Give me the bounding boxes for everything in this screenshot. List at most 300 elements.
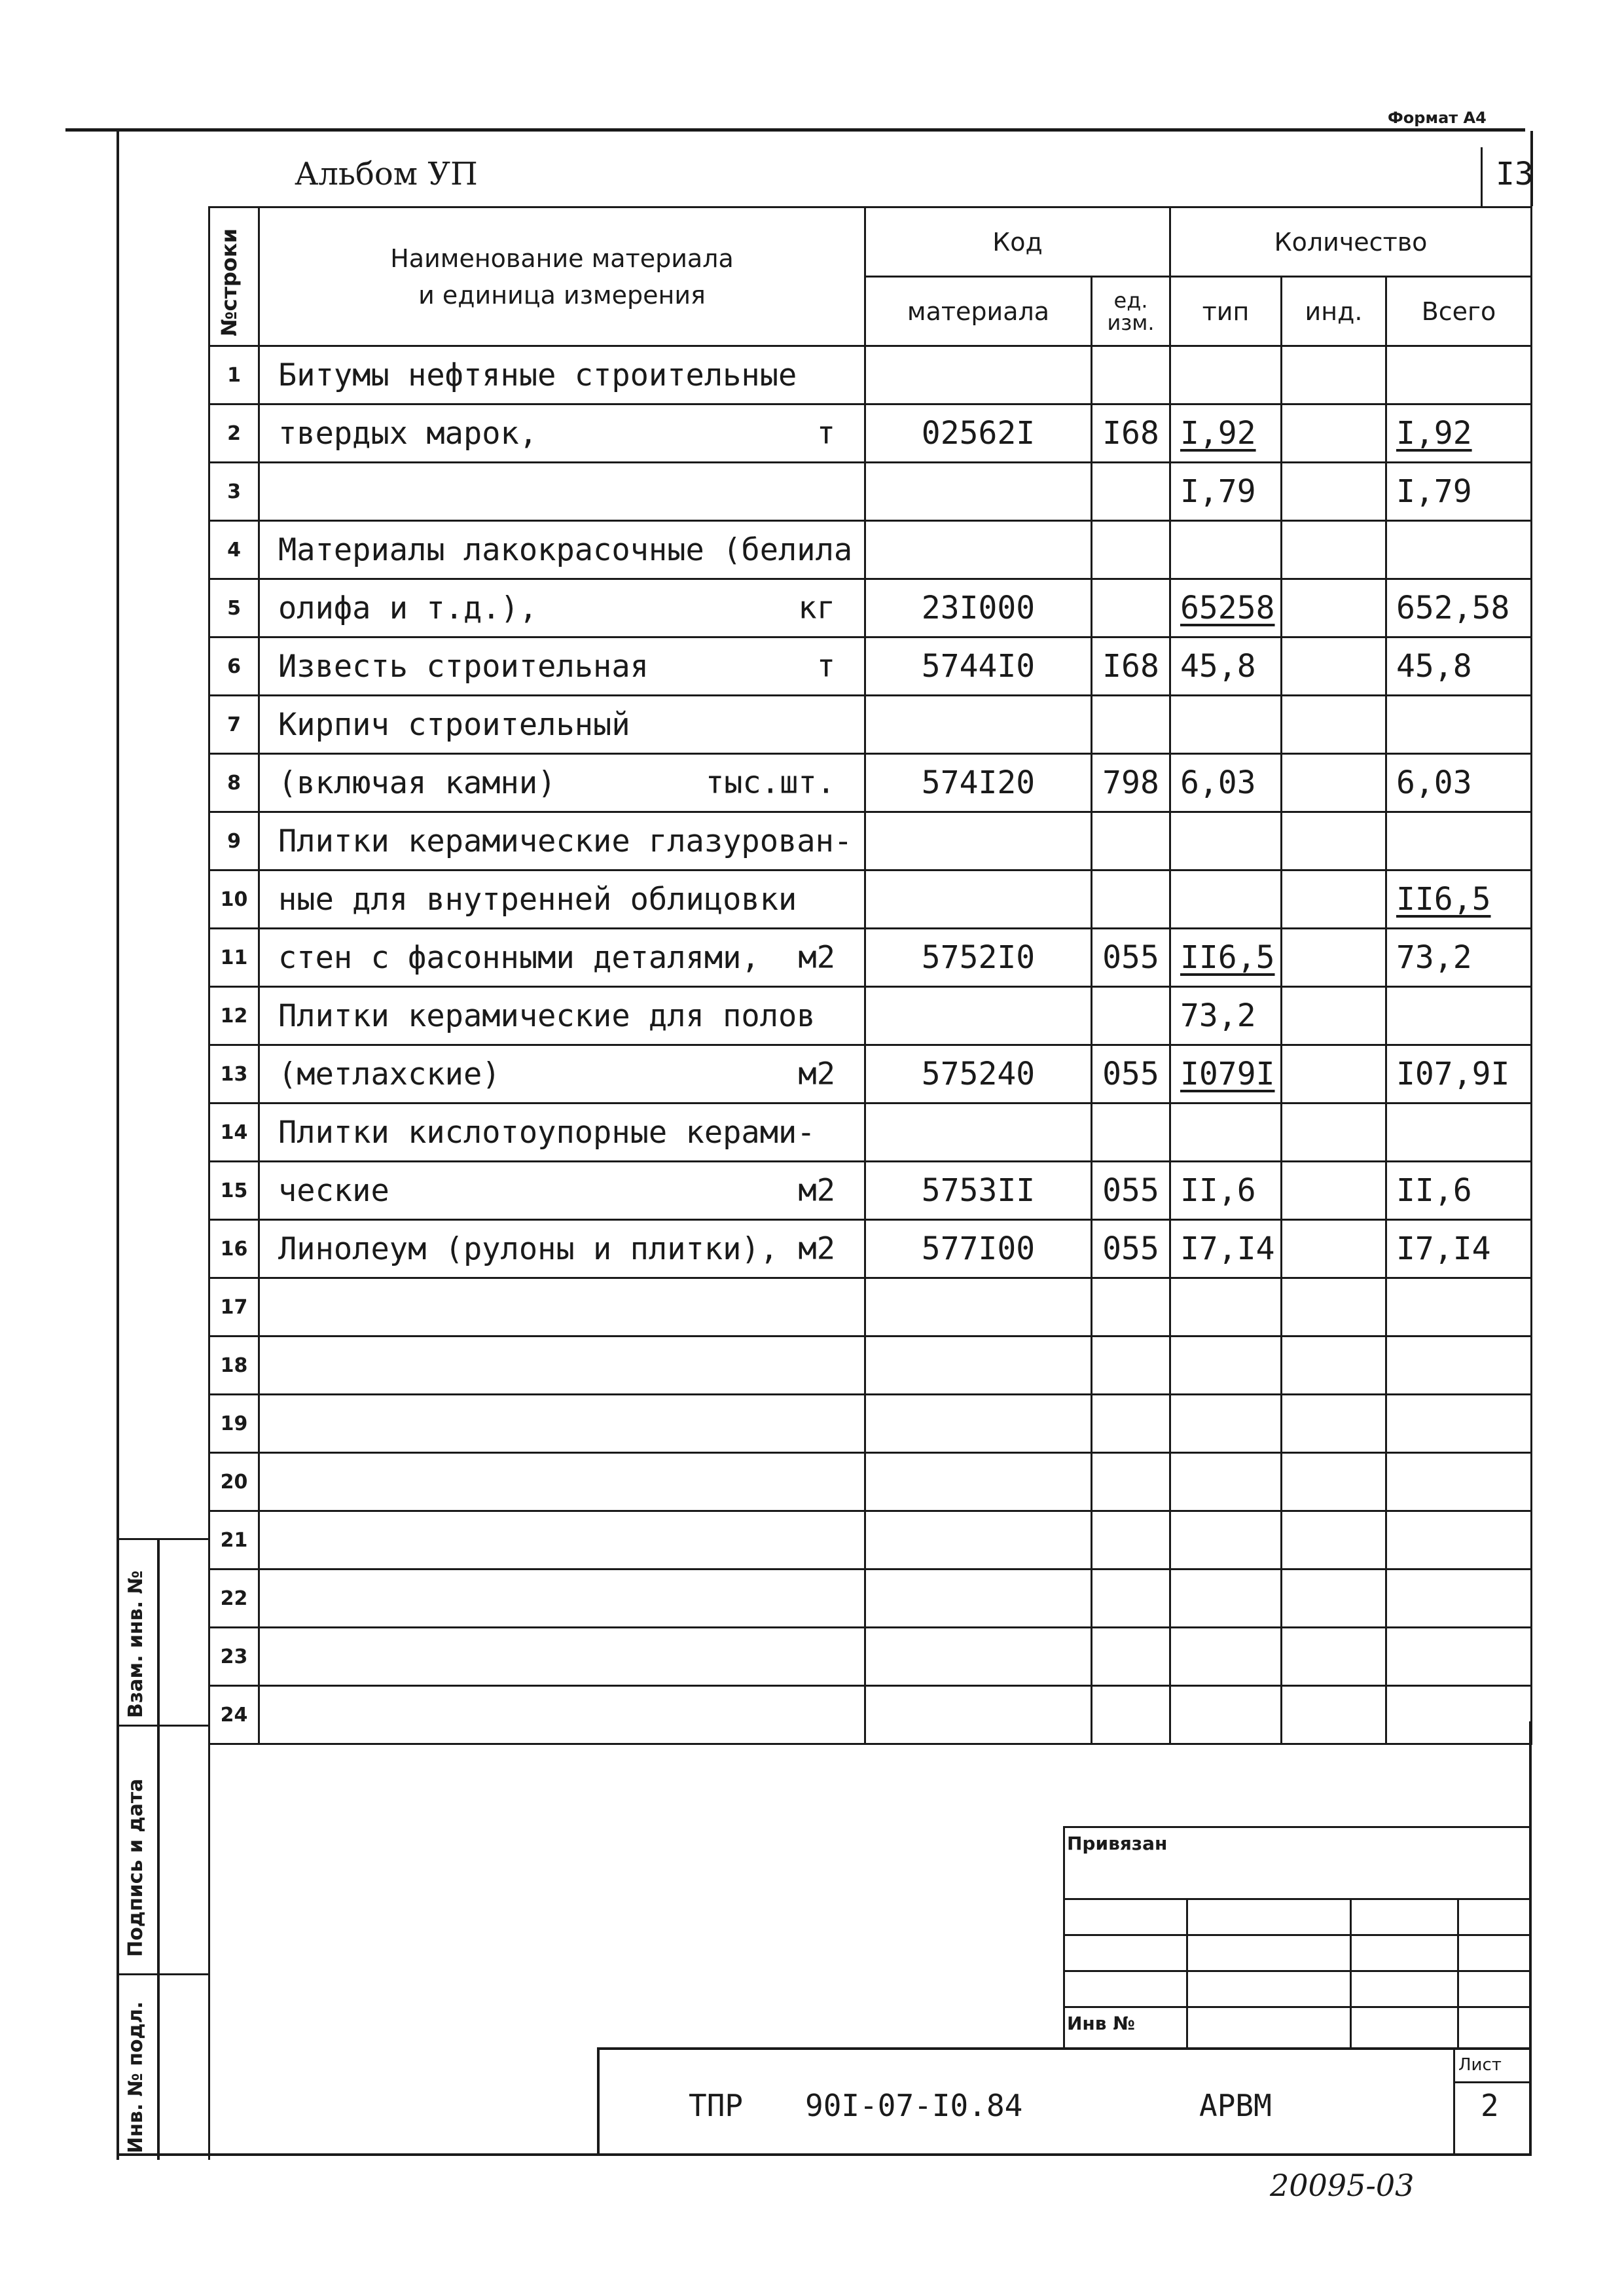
qty-type-value: I,92 — [1180, 415, 1256, 452]
material-code-value: 23I000 — [921, 590, 1036, 626]
doc-mark: АРВМ — [1199, 2088, 1272, 2123]
unit-code — [1092, 1162, 1170, 1220]
privyazan-col-1 — [1186, 1898, 1188, 2049]
qty-ind-header: инд. — [1282, 277, 1386, 346]
unit-code — [1092, 754, 1170, 812]
unit-code — [1092, 1103, 1170, 1162]
handwritten-number: 20095-03 — [1270, 2168, 1415, 2203]
unit-code — [1092, 579, 1170, 637]
sheet-number: 2 — [1481, 2088, 1499, 2123]
qty-ind — [1282, 404, 1386, 463]
privyazan-row-1 — [1063, 1898, 1529, 1900]
qty-total-value: I7,I4 — [1396, 1230, 1491, 1267]
material-name-cell — [259, 463, 865, 521]
row-number: 20 — [209, 1453, 259, 1511]
qty-total — [1386, 754, 1532, 812]
qty-type — [1170, 1453, 1282, 1511]
table-row — [209, 812, 1532, 870]
qty-total-value: II6,5 — [1396, 881, 1491, 918]
material-name-cell — [259, 1336, 865, 1395]
unit-code — [1092, 1511, 1170, 1570]
qty-type — [1170, 812, 1282, 870]
qty-ind — [1282, 1395, 1386, 1453]
material-code — [865, 1278, 1092, 1336]
unit-code — [1092, 1045, 1170, 1103]
qty-type — [1170, 1162, 1282, 1220]
material-code — [865, 404, 1092, 463]
privyazan-top — [1063, 1826, 1529, 1828]
qty-type — [1170, 404, 1282, 463]
table-row — [209, 1511, 1532, 1570]
qty-total — [1386, 1103, 1532, 1162]
material-code — [865, 870, 1092, 929]
qty-ind — [1282, 929, 1386, 987]
qty-total — [1386, 1511, 1532, 1570]
qty-ind — [1282, 1628, 1386, 1686]
qty-ind — [1282, 1220, 1386, 1278]
qty-total — [1386, 579, 1532, 637]
material-name-cell — [259, 579, 865, 637]
table-row — [209, 696, 1532, 754]
qty-ind — [1282, 463, 1386, 521]
qty-type — [1170, 1045, 1282, 1103]
qty-total — [1386, 346, 1532, 404]
unit-code — [1092, 1336, 1170, 1395]
qty-type — [1170, 1336, 1282, 1395]
table-row — [209, 1395, 1532, 1453]
qty-total-value: II,6 — [1396, 1172, 1472, 1209]
row-number: 11 — [209, 929, 259, 987]
material-code — [865, 1336, 1092, 1395]
table-row — [209, 1103, 1532, 1162]
material-name-cell — [259, 1570, 865, 1628]
qty-ind — [1282, 987, 1386, 1045]
qty-type — [1170, 521, 1282, 579]
material-code — [865, 987, 1092, 1045]
qty-type-value: II,6 — [1180, 1172, 1256, 1209]
material-code-value: 5744I0 — [921, 648, 1036, 685]
side-vzam-label: Взам. инв. № — [124, 1570, 147, 1718]
qty-total — [1386, 521, 1532, 579]
qty-ind — [1282, 521, 1386, 579]
material-name: (включая камни) — [278, 764, 556, 801]
material-name-cell — [259, 346, 865, 404]
material-code-value: 02562I — [921, 415, 1036, 452]
row-number: 8 — [209, 754, 259, 812]
row-number: 4 — [209, 521, 259, 579]
unit-code-value: I68 — [1102, 648, 1159, 685]
qty-ind — [1282, 1162, 1386, 1220]
unit-code — [1092, 521, 1170, 579]
qty-total-value: 652,58 — [1396, 590, 1510, 626]
unit-code-value: 055 — [1102, 939, 1159, 976]
qty-type — [1170, 1395, 1282, 1453]
row-number: 13 — [209, 1045, 259, 1103]
material-name: Материалы лакокрасочные (белила — [278, 531, 853, 568]
code-unit-header: ед. изм. — [1092, 277, 1170, 346]
qty-ind — [1282, 346, 1386, 404]
qty-type-value: I7,I4 — [1180, 1230, 1275, 1267]
material-name-cell — [259, 637, 865, 696]
material-name: стен с фасонными деталями, — [278, 939, 760, 976]
qty-total — [1386, 463, 1532, 521]
table-row — [209, 1045, 1532, 1103]
sheet-box-divider — [1453, 2081, 1530, 2083]
row-number: 3 — [209, 463, 259, 521]
qty-type — [1170, 637, 1282, 696]
row-number: 1 — [209, 346, 259, 404]
material-name-cell — [259, 1045, 865, 1103]
privyazan-col-2 — [1350, 1898, 1352, 2049]
sheet-box-left — [1453, 2047, 1455, 2155]
row-no-header-label: №строки — [217, 228, 242, 336]
qty-type-value: 65258 — [1180, 590, 1275, 626]
table-row — [209, 870, 1532, 929]
qty-type — [1170, 1686, 1282, 1744]
table-row — [209, 1453, 1532, 1511]
material-name: ческие — [278, 1172, 389, 1209]
page-no-divider — [1481, 147, 1483, 206]
material-name: ные для внутренней облицовки — [278, 881, 797, 918]
qty-ind — [1282, 812, 1386, 870]
table-row — [209, 987, 1532, 1045]
qty-total — [1386, 1278, 1532, 1336]
material-name-cell — [259, 1395, 865, 1453]
material-code — [865, 1570, 1092, 1628]
qty-ind — [1282, 1103, 1386, 1162]
unit-code — [1092, 1278, 1170, 1336]
qty-ind — [1282, 1045, 1386, 1103]
qty-type — [1170, 696, 1282, 754]
qty-type-value: 6,03 — [1180, 764, 1256, 801]
side-podpis-label: Подпись и дата — [124, 1778, 147, 1957]
qty-type-header: тип — [1170, 277, 1282, 346]
qty-type-value: 45,8 — [1180, 648, 1256, 685]
row-number: 21 — [209, 1511, 259, 1570]
material-name-cell — [259, 870, 865, 929]
doc-code: 90I-07-I0.84 — [805, 2088, 1023, 2123]
side-line-outer — [117, 1538, 119, 2160]
qty-ind — [1282, 696, 1386, 754]
row-number: 6 — [209, 637, 259, 696]
material-name: Плитки кислотоупорные керами- — [278, 1114, 816, 1151]
material-code — [865, 1511, 1092, 1570]
unit-code — [1092, 1453, 1170, 1511]
privyazan-row-4 — [1063, 2006, 1529, 2008]
side-line-inner — [157, 1538, 160, 2160]
privyazan-label: Привязан — [1067, 1833, 1168, 1854]
qty-ind — [1282, 1336, 1386, 1395]
row-number: 17 — [209, 1278, 259, 1336]
qty-total — [1386, 637, 1532, 696]
qty-ind — [1282, 870, 1386, 929]
table-row — [209, 579, 1532, 637]
material-name: (метлахские) — [278, 1056, 501, 1092]
material-unit: м2 — [798, 1172, 835, 1209]
list-label: Лист — [1458, 2055, 1502, 2075]
unit-code — [1092, 929, 1170, 987]
qty-type — [1170, 1628, 1282, 1686]
material-code — [865, 929, 1092, 987]
qty-total — [1386, 404, 1532, 463]
table-row — [209, 346, 1532, 404]
material-code — [865, 521, 1092, 579]
title-block-top — [597, 2047, 1530, 2050]
table-row — [209, 637, 1532, 696]
qty-type — [1170, 929, 1282, 987]
qty-type — [1170, 1220, 1282, 1278]
material-code — [865, 812, 1092, 870]
unit-code-value: 055 — [1102, 1230, 1159, 1267]
qty-total — [1386, 1045, 1532, 1103]
qty-type-value: I,79 — [1180, 473, 1256, 510]
table-row — [209, 1220, 1532, 1278]
qty-type — [1170, 346, 1282, 404]
privyazan-row-2 — [1063, 1934, 1529, 1936]
qty-ind — [1282, 1686, 1386, 1744]
material-code — [865, 1162, 1092, 1220]
row-number: 23 — [209, 1628, 259, 1686]
material-code-value: 577I00 — [921, 1230, 1036, 1267]
side-inv-podl-label: Инв. № подл. — [124, 2001, 147, 2153]
qty-total — [1386, 870, 1532, 929]
qty-total — [1386, 1220, 1532, 1278]
row-number: 24 — [209, 1686, 259, 1744]
material-name-cell — [259, 404, 865, 463]
unit-code — [1092, 1628, 1170, 1686]
qty-total-value: 6,03 — [1396, 764, 1472, 801]
row-number: 5 — [209, 579, 259, 637]
code-header: Код — [865, 207, 1170, 277]
material-name-cell — [259, 696, 865, 754]
qty-total — [1386, 1628, 1532, 1686]
row-number: 16 — [209, 1220, 259, 1278]
unit-code-value: 055 — [1102, 1172, 1159, 1209]
material-code — [865, 1686, 1092, 1744]
material-code — [865, 1220, 1092, 1278]
material-name-cell — [259, 1220, 865, 1278]
qty-ind — [1282, 1570, 1386, 1628]
row-no-header — [209, 207, 259, 346]
table-row — [209, 1162, 1532, 1220]
material-code-value: 5753II — [921, 1172, 1036, 1209]
table-row — [209, 1278, 1532, 1336]
side-divider-2 — [117, 1725, 208, 1727]
material-unit: тыс.шт. — [705, 764, 835, 801]
qty-ind — [1282, 637, 1386, 696]
material-code — [865, 579, 1092, 637]
privyazan-row-3 — [1063, 1970, 1529, 1972]
table-row — [209, 1570, 1532, 1628]
name-header — [259, 207, 865, 346]
table-row — [209, 929, 1532, 987]
code-material-header: материала — [865, 277, 1092, 346]
material-name-cell — [259, 521, 865, 579]
material-code-value: 5752I0 — [921, 939, 1036, 976]
table-row — [209, 404, 1532, 463]
qty-type-value: 73,2 — [1180, 997, 1256, 1034]
material-name-cell — [259, 1103, 865, 1162]
page-number: I3 — [1496, 156, 1534, 192]
qty-ind — [1282, 754, 1386, 812]
material-code — [865, 1103, 1092, 1162]
qty-ind — [1282, 1278, 1386, 1336]
album-title: Альбом УП — [295, 156, 478, 192]
row-number: 9 — [209, 812, 259, 870]
title-block-left — [597, 2047, 600, 2155]
qty-type-value: I079I — [1180, 1056, 1275, 1092]
qty-ind — [1282, 1511, 1386, 1570]
material-unit: м2 — [798, 939, 835, 976]
qty-total — [1386, 1162, 1532, 1220]
unit-code-value: 798 — [1102, 764, 1159, 801]
material-name: Известь строительная — [278, 648, 649, 685]
table-row — [209, 1336, 1532, 1395]
table-row — [209, 1686, 1532, 1744]
unit-code — [1092, 1570, 1170, 1628]
qty-type — [1170, 463, 1282, 521]
qty-type — [1170, 1511, 1282, 1570]
row-number: 10 — [209, 870, 259, 929]
qty-type — [1170, 754, 1282, 812]
frame-left-lower — [208, 1721, 210, 2160]
material-name-cell — [259, 1278, 865, 1336]
qty-total — [1386, 987, 1532, 1045]
qty-total — [1386, 929, 1532, 987]
qty-type — [1170, 870, 1282, 929]
qty-total-value: I,79 — [1396, 473, 1472, 510]
material-unit: т — [816, 648, 835, 685]
table-row — [209, 521, 1532, 579]
material-code — [865, 1628, 1092, 1686]
material-name: Кирпич строительный — [278, 706, 630, 743]
material-name-cell — [259, 1511, 865, 1570]
material-name-cell — [259, 1686, 865, 1744]
row-number: 14 — [209, 1103, 259, 1162]
table-row — [209, 1628, 1532, 1686]
unit-code — [1092, 637, 1170, 696]
qty-total — [1386, 1570, 1532, 1628]
material-unit: кг — [798, 590, 835, 626]
unit-code — [1092, 404, 1170, 463]
qty-type — [1170, 987, 1282, 1045]
unit-code — [1092, 1220, 1170, 1278]
unit-code — [1092, 1395, 1170, 1453]
row-number: 7 — [209, 696, 259, 754]
material-code — [865, 463, 1092, 521]
material-code — [865, 1045, 1092, 1103]
privyazan-left — [1063, 1826, 1065, 2049]
material-name-cell — [259, 1628, 865, 1686]
table-row — [209, 754, 1532, 812]
material-name: Плитки керамические глазурован- — [278, 823, 853, 859]
material-name: Плитки керамические для полов — [278, 997, 816, 1034]
materials-table — [208, 206, 1532, 1745]
qty-header: Количество — [1170, 207, 1532, 277]
qty-type — [1170, 1278, 1282, 1336]
side-divider-1 — [117, 1538, 208, 1540]
row-number: 2 — [209, 404, 259, 463]
qty-type — [1170, 579, 1282, 637]
row-number: 22 — [209, 1570, 259, 1628]
qty-total — [1386, 696, 1532, 754]
privyazan-col-3 — [1457, 1898, 1459, 2049]
row-number: 12 — [209, 987, 259, 1045]
material-unit: м2 — [798, 1056, 835, 1092]
qty-ind — [1282, 1453, 1386, 1511]
unit-code — [1092, 870, 1170, 929]
qty-total-header: Всего — [1386, 277, 1532, 346]
table-row — [209, 463, 1532, 521]
material-name-cell — [259, 1162, 865, 1220]
frame-right-lower — [1529, 1721, 1532, 2153]
material-code — [865, 696, 1092, 754]
unit-code — [1092, 1686, 1170, 1744]
unit-code-value: I68 — [1102, 415, 1159, 452]
qty-type-value: II6,5 — [1180, 939, 1275, 976]
material-name: олифа и т.д.), — [278, 590, 538, 626]
inv-no-label: Инв № — [1067, 2013, 1135, 2034]
material-name-cell — [259, 754, 865, 812]
material-name-cell — [259, 812, 865, 870]
doc-prefix: ТПР — [689, 2088, 744, 2123]
side-divider-3 — [117, 1973, 208, 1975]
material-code — [865, 346, 1092, 404]
unit-code-value: 055 — [1102, 1056, 1159, 1092]
qty-total-value: 45,8 — [1396, 648, 1472, 685]
qty-type — [1170, 1570, 1282, 1628]
material-name: Битумы нефтяные строительные — [278, 357, 797, 393]
name-header-line2: и единица измерения — [418, 280, 706, 310]
qty-ind — [1282, 579, 1386, 637]
unit-code — [1092, 812, 1170, 870]
material-unit: м2 — [798, 1230, 835, 1267]
qty-type — [1170, 1103, 1282, 1162]
frame-bottom — [117, 2153, 1532, 2156]
unit-code — [1092, 463, 1170, 521]
qty-total — [1386, 1453, 1532, 1511]
qty-total-value: I,92 — [1396, 415, 1472, 452]
qty-total — [1386, 812, 1532, 870]
qty-total — [1386, 1686, 1532, 1744]
qty-total-value: I07,9I — [1396, 1056, 1510, 1092]
material-code-value: 575240 — [921, 1056, 1036, 1092]
material-code — [865, 1453, 1092, 1511]
material-name: Линолеум (рулоны и плитки), — [278, 1230, 779, 1267]
material-code-value: 574I20 — [921, 764, 1036, 801]
qty-total — [1386, 1336, 1532, 1395]
unit-code — [1092, 346, 1170, 404]
material-name-cell — [259, 1453, 865, 1511]
material-unit: т — [816, 415, 835, 452]
unit-code — [1092, 696, 1170, 754]
qty-total-value: 73,2 — [1396, 939, 1472, 976]
material-name-cell — [259, 987, 865, 1045]
unit-code — [1092, 987, 1170, 1045]
qty-total — [1386, 1395, 1532, 1453]
material-code — [865, 637, 1092, 696]
row-number: 19 — [209, 1395, 259, 1453]
top-border — [65, 128, 1525, 132]
material-code — [865, 754, 1092, 812]
material-name: твердых марок, — [278, 415, 538, 452]
format-note: Формат А4 — [1388, 109, 1487, 127]
row-number: 18 — [209, 1336, 259, 1395]
material-name-cell — [259, 929, 865, 987]
row-number: 15 — [209, 1162, 259, 1220]
material-code — [865, 1395, 1092, 1453]
name-header-line1: Наименование материала — [390, 243, 734, 273]
